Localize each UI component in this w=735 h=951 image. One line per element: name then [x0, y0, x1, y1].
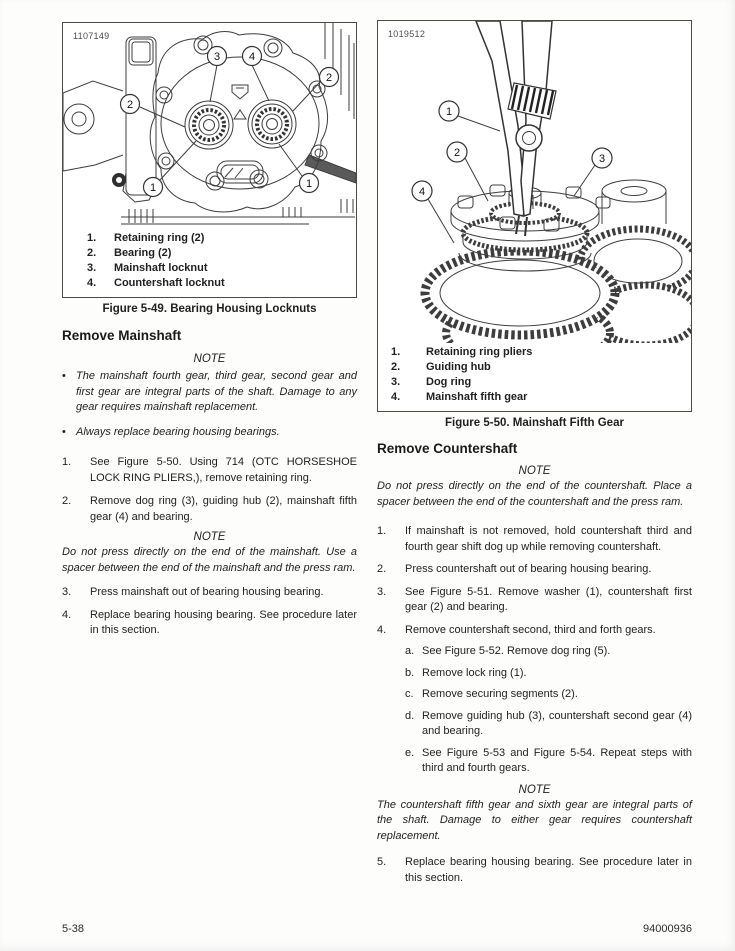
- callout-1-retaining-ring-right: [300, 174, 319, 193]
- svg-text:4: 4: [248, 51, 256, 63]
- note-bullet: [62, 425, 357, 441]
- mainshaft-fifth-gear: [425, 251, 615, 343]
- legend-item: [63, 261, 356, 276]
- note-text: Do not press directly on the end of the countershaft. Place a spacer between the end of the countershaft and the press ram.: [377, 480, 692, 508]
- legend-label: Retaining ring (2): [114, 232, 205, 244]
- step-num: 3.: [377, 585, 387, 598]
- svg-text:2: 2: [126, 99, 134, 111]
- callout-1-retaining-ring-left: [144, 178, 163, 197]
- substep-num: e.: [405, 746, 415, 759]
- doc-number: 94000936: [643, 923, 692, 935]
- emblem: [232, 85, 248, 99]
- legend-num: 3.: [87, 262, 97, 274]
- callout-2-guiding-hub: [447, 142, 467, 162]
- right-column: [377, 14, 692, 886]
- legend-num: 1.: [87, 232, 97, 244]
- step-item: [62, 585, 357, 601]
- substep-num: d.: [405, 709, 415, 722]
- step-item: [62, 455, 357, 486]
- step-text: Remove dog ring (3), guiding hub (2), mainshaft fifth gear (4) and bearing.: [90, 495, 357, 523]
- step-text: Remove countershaft second, third and forth gears.: [405, 623, 656, 636]
- substep-num: c.: [405, 688, 414, 700]
- step-item: [377, 562, 692, 578]
- substep-text: Remove guiding hub (3), countershaft second gear (4) and bearing.: [422, 709, 692, 737]
- substep-text: Remove securing segments (2).: [422, 688, 578, 700]
- svg-text:3: 3: [213, 51, 221, 63]
- legend-item: [63, 276, 356, 291]
- figure-5-50-photo-id: 1019512: [388, 29, 426, 39]
- step-item: [377, 855, 692, 886]
- step-text: Replace bearing housing bearing. See procedure later in this section.: [405, 856, 692, 884]
- substep-num: a.: [405, 645, 415, 657]
- legend-label: Retaining ring pliers: [426, 346, 533, 358]
- step-num: 4.: [62, 608, 72, 621]
- legend-item: [378, 375, 691, 390]
- step-num: 2.: [62, 495, 72, 507]
- svg-text:3: 3: [598, 153, 606, 165]
- svg-text:1: 1: [149, 182, 157, 194]
- callout-2-bearing-right: [320, 68, 339, 87]
- step-item: [377, 585, 692, 616]
- svg-text:1: 1: [305, 178, 313, 190]
- note-text: The countershaft fifth gear and sixth gear are integral parts of the shaft. Damage to either gear requires countershaft replacement.: [377, 798, 692, 842]
- left-column: [62, 14, 357, 639]
- step-text: Press countershaft out of bearing housing bearing.: [405, 563, 652, 575]
- svg-text:1: 1: [445, 106, 453, 118]
- bullet-glyph: •: [62, 425, 66, 438]
- step-item: [62, 494, 357, 525]
- callout-1-retaining-ring-pliers: [439, 101, 459, 121]
- figure-5-49-legend: [63, 229, 356, 297]
- substep-item: [405, 687, 692, 703]
- pliers-pivot: [516, 125, 542, 151]
- step-num: 1.: [377, 525, 387, 537]
- legend-item: [378, 390, 691, 405]
- legend-item: [63, 231, 356, 246]
- step-num: 3.: [62, 586, 72, 598]
- figure-5-49-caption: Figure 5-49. Bearing Housing Locknuts: [102, 303, 317, 315]
- svg-text:2: 2: [325, 72, 333, 84]
- legend-item: [378, 345, 691, 360]
- substep-item: [405, 666, 692, 682]
- legend-item: [63, 246, 356, 261]
- substep-item: [405, 644, 692, 660]
- callout-4-countershaft-locknut: [243, 47, 262, 66]
- substep-item: [405, 746, 692, 777]
- mainshaft-bearing: [185, 101, 233, 149]
- step-num: 5.: [377, 856, 387, 868]
- page-number: 5-38: [62, 923, 85, 935]
- note-bullet: [62, 369, 357, 416]
- figure-5-49-box: [62, 22, 357, 298]
- svg-text:4: 4: [418, 186, 426, 198]
- figure-5-50-legend: [378, 343, 691, 411]
- step-text: Press mainshaft out of bearing housing bearing.: [90, 586, 324, 598]
- callout-4-mainshaft-fifth-gear: [412, 181, 432, 201]
- note-bullet-text: Always replace bearing housing bearings.: [76, 425, 280, 438]
- substep-num: b.: [405, 666, 415, 679]
- legend-num: 4.: [87, 277, 97, 289]
- substep-text: See Figure 5-52. Remove dog ring (5).: [422, 645, 611, 657]
- legend-num: 1.: [391, 346, 401, 358]
- legend-label: Mainshaft fifth gear: [426, 391, 528, 403]
- retaining-ring-pliers: [476, 21, 556, 236]
- note-title: NOTE: [518, 465, 551, 477]
- note-title: NOTE: [193, 353, 226, 365]
- step-text: Replace bearing housing bearing. See procedure later in this section.: [90, 608, 357, 636]
- legend-label: Countershaft locknut: [114, 277, 225, 289]
- heading-remove-mainshaft: Remove Mainshaft: [62, 328, 182, 343]
- svg-text:2: 2: [453, 147, 461, 159]
- step-num: 4.: [377, 623, 387, 636]
- legend-label: Bearing (2): [114, 247, 172, 259]
- figure-5-50-caption: Figure 5-50. Mainshaft Fifth Gear: [445, 417, 624, 429]
- callout-2-bearing-left: [121, 95, 140, 114]
- substep-item: [405, 709, 692, 740]
- legend-num: 2.: [87, 247, 97, 259]
- step-item: [377, 623, 692, 639]
- note-title: NOTE: [193, 531, 226, 543]
- legend-num: 4.: [391, 391, 401, 403]
- legend-item: [378, 360, 691, 375]
- legend-num: 2.: [391, 361, 401, 373]
- step-item: [377, 524, 692, 555]
- substep-text: Remove lock ring (1).: [422, 666, 527, 679]
- step-num: 2.: [377, 563, 387, 575]
- legend-label: Mainshaft locknut: [114, 262, 208, 274]
- callout-3-mainshaft-locknut: [208, 47, 227, 66]
- legend-label: Dog ring: [426, 376, 472, 388]
- heading-remove-countershaft: Remove Countershaft: [377, 441, 518, 456]
- callout-3-dog-ring: [592, 148, 612, 168]
- step-text: See Figure 5-50. Using 714 (OTC HORSESHOE LOCK RING PLIERS,), remove retaining ring.: [90, 456, 357, 484]
- figure-5-49-photo-id: 1107149: [73, 31, 110, 41]
- substep-text: See Figure 5-53 and Figure 5-54. Repeat steps with third and fourth gears.: [422, 746, 692, 774]
- step-text: If mainshaft is not removed, hold countershaft third and fourth gear shift dog up while removing countershaft.: [405, 525, 692, 553]
- countershaft-bearing: [248, 100, 296, 148]
- step-num: 1.: [62, 456, 72, 468]
- note-bullet-text: The mainshaft fourth gear, third gear, second gear and first gear are integral parts of the shaft. Damage to any gear requires mainshaft replacement.: [76, 370, 357, 413]
- note-text: Do not press directly on the end of the mainshaft. Use a spacer between the end of the mainshaft and the press ram.: [62, 546, 357, 574]
- note-title: NOTE: [518, 783, 551, 796]
- figure-5-50-box: [377, 20, 692, 412]
- mainshaft-fifth-gear-drawing: [378, 21, 691, 343]
- bullet-glyph: •: [62, 370, 66, 382]
- step-item: [62, 608, 357, 639]
- legend-label: Guiding hub: [426, 361, 491, 373]
- step-text: See Figure 5-51. Remove washer (1), countershaft first gear (2) and bearing.: [405, 585, 692, 613]
- bearing-housing-drawing: [63, 23, 356, 229]
- legend-num: 3.: [391, 376, 401, 388]
